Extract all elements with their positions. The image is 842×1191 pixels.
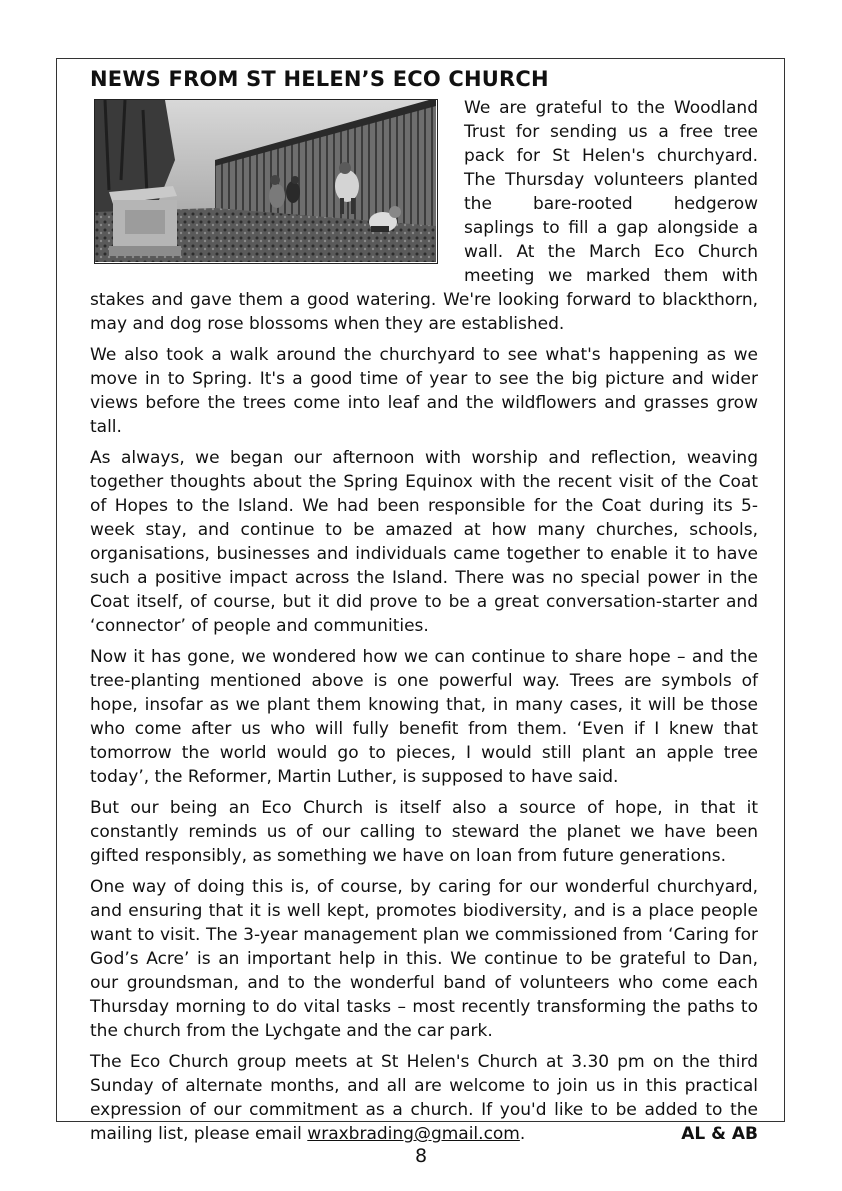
paragraph-7-text: The Eco Church group meets at St Helen's Church at 3.30 pm on the third Sunday of alternate months, and all are welcome to join us in this practical expression of our commitment as a church. If you'd like to be added to the mailing list, please email [90, 1052, 758, 1144]
paragraph-3: As always, we began our afternoon with worship and reflection, weaving together thoughts about the Spring Equinox with the recent visit of the Coat of Hopes to the Island. We had been responsible for the Coat during its 5-week stay, and continue to be amazed at how many churches, schools, organisations, businesses and individuals came together to enable it to have such a positive impact across the Island. There was no special power in the Coat itself, of course, but it did prove to be a great conversation-starter and ‘connector’ of people and communities. [90, 448, 758, 636]
paragraph-5: But our being an Eco Church is itself also a source of hope, in that it constantly reminds us of our calling to steward the planet we have been gifted responsibly, as something we have on loan from future generations. [90, 798, 758, 866]
article [90, 64, 758, 1153]
paragraph-1 [90, 96, 758, 336]
paragraph-2: We also took a walk around the churchyard to see what's happening as we move in to Spring. It's a good time of year to see the big picture and wider views before the trees come into leaf and the wildflowers and grasses grow tall. [90, 345, 758, 437]
author-signature: AL & AB [681, 1124, 758, 1144]
paragraph-7 [90, 1050, 758, 1146]
paragraph-7-end: . [519, 1124, 526, 1144]
page-number: 8 [414, 1145, 428, 1167]
article-title: NEWS FROM ST HELEN’S ECO CHURCH [90, 67, 549, 91]
email-link[interactable]: wraxbrading@gmail.com [307, 1124, 520, 1144]
paragraph-6: One way of doing this is, of course, by caring for our wonderful churchyard, and ensuring that it is well kept, promotes biodiversity, and is a place people want to visit. The 3-year management plan we commissioned from ‘Caring for God’s Acre’ is an important help in this. We continue to be grateful to Dan, our groundsman, and to the wonderful band of volunteers who come each Thursday morning to do vital tasks – most recently transforming the paths to the church from the Lychgate and the car park. [90, 877, 758, 1041]
paragraph-1-text: We are grateful to the Woodland Trust for sending us a free tree pack for St Helen's churchyard. The Thursday volunteers planted the bare-rooted hedgerow saplings to fill a gap alongside a wall. At the March Eco Church meeting we marked them with stakes and gave them a good watering. We're looking forward to blackthorn, may and dog rose blossoms when they are established. [90, 98, 758, 334]
paragraph-4: Now it has gone, we wondered how we can continue to share hope – and the tree-planting mentioned above is one powerful way. Trees are symbols of hope, insofar as we plant them knowing that, in many cases, it will be those who come after us who will fully benefit from them. ‘Even if I knew that tomorrow the world would go to pieces, I would still plant an apple tree today’, the Reformer, Martin Luther, is supposed to have said. [90, 647, 758, 787]
volunteers-planting-photo [94, 99, 438, 264]
